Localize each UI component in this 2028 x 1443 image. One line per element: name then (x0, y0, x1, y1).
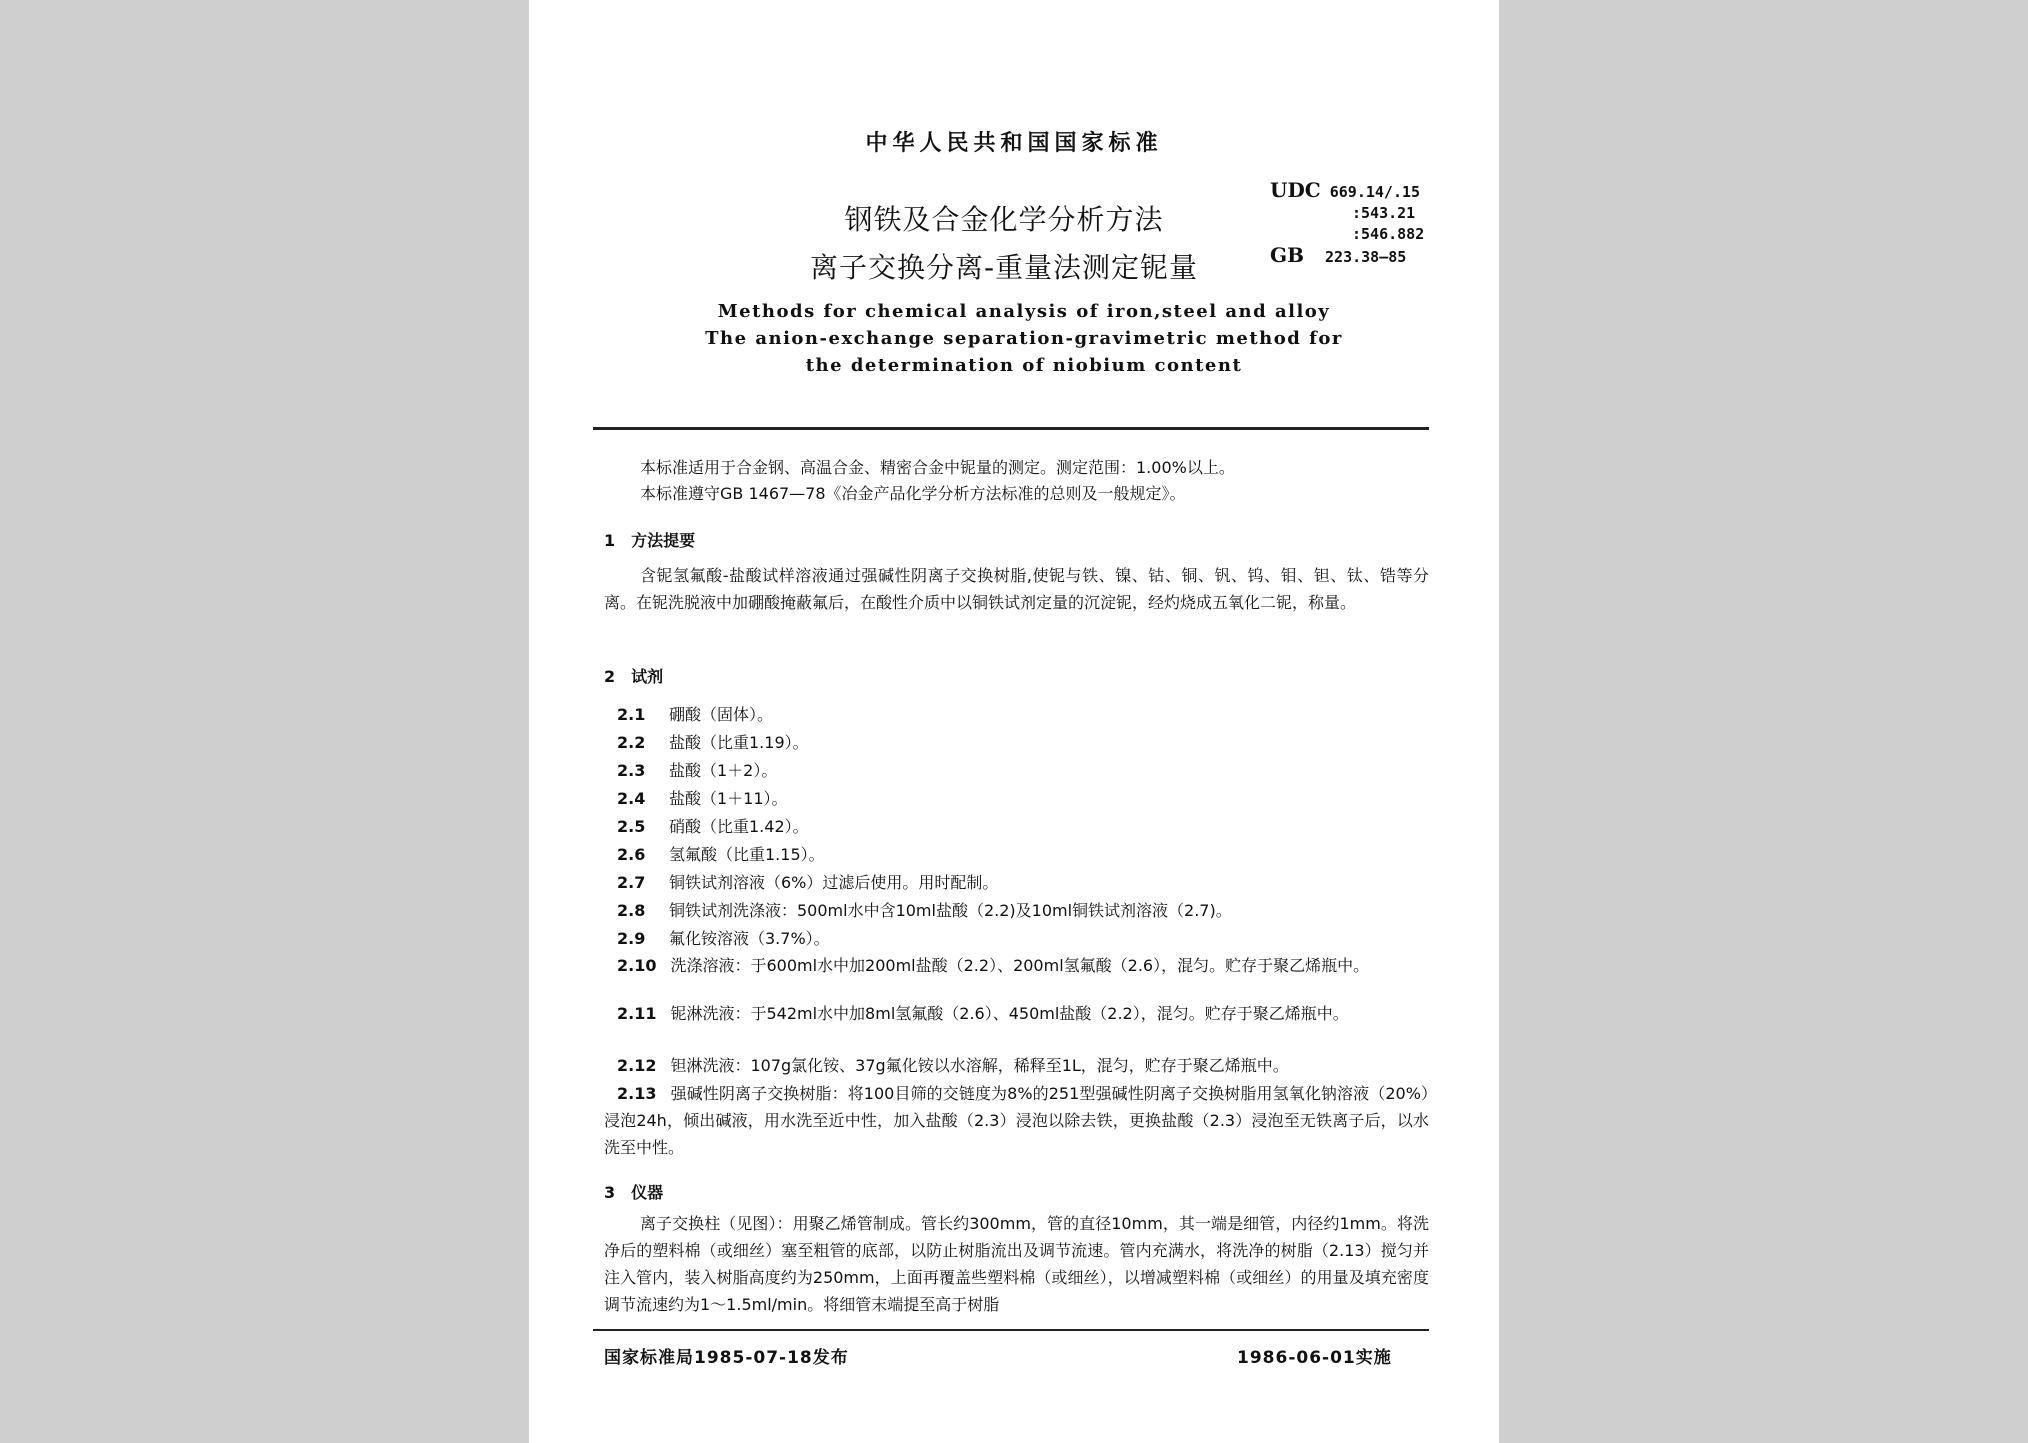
gb-label: GB (1270, 243, 1304, 267)
national-standard-heading: 中华人民共和国国家标准 (865, 131, 1163, 156)
udc-label: UDC (1270, 178, 1321, 202)
reagent-item: 2.9 氟化铵溶液（3.7%）。 (617, 929, 830, 948)
udc-block (1270, 180, 1424, 268)
reagent-item: 2.2 盐酸（比重1.19）。 (617, 733, 809, 752)
title-line-1: 钢铁及合金化学分析方法 (844, 203, 1164, 236)
reagent-item: 2.11 铌淋洗液：于542ml水中加8ml氢氟酸（2.6）、450ml盐酸（2.2），混匀。贮存于聚乙烯瓶中。 (617, 1004, 1349, 1023)
section-1-text: 含铌氢氟酸-盐酸试样溶液通过强碱性阴离子交换树脂,使铌与铁、镍、钴、铜、钒、钨、钼、钽、钛、锆等分离。在铌洗脱液中加硼酸掩蔽氟后，在酸性介质中以铜铁试剂定量的沉淀铌，经灼烧成五氧化二铌，称量。 (604, 566, 1429, 612)
section-1-heading: 1 方法提要 (604, 531, 696, 550)
reagent-item: 2.10 洗涤溶液：于600ml水中加200ml盐酸（2.2）、200ml氢氟酸（2.6），混匀。贮存于聚乙烯瓶中。 (617, 956, 1370, 975)
reagent-item: 2.1 硼酸（固体）。 (617, 705, 774, 724)
english-title-line-3: the determination of niobium content (805, 355, 1243, 376)
section-3-heading: 3 仪器 (604, 1183, 664, 1202)
reagent-item: 2.3 盐酸（1＋2）。 (617, 761, 778, 780)
top-divider (593, 427, 1429, 430)
reagent-item: 2.12 钽淋洗液：107g氯化铵、37g氟化铵以水溶解，稀释至1L，混匀，贮存于聚乙烯瓶中。 (617, 1056, 1289, 1075)
section-3-text: 离子交换柱（见图）：用聚乙烯管制成。管长约300mm，管的直径10mm，其一端是细管，内径约1mm。将洗净后的塑料棉（或细丝）塞至粗管的底部，以防止树脂流出及调节流速。管内充满水，将洗净的树脂（2.13）搅匀并注入管内，装入树脂高度约为250mm，上面再覆盖些塑料棉（或细丝），以增减塑料棉（或细丝）的用量及填充密度调节流速约为1～1.5ml/min。将细管末端提至高于树脂 (604, 1214, 1429, 1314)
reagent-item: 2.4 盐酸（1＋11）。 (617, 789, 788, 808)
intro-paragraph-2: 本标准遵守GB 1467—78《冶金产品化学分析方法标准的总则及一般规定》。 (640, 484, 1186, 503)
issue-date: 国家标准局1985-07-18发布 (604, 1348, 849, 1368)
document-page (529, 0, 1499, 1443)
english-title-line-1: Methods for chemical analysis of iron,steel and alloy (717, 301, 1331, 322)
intro-paragraph-1: 本标准适用于合金钢、高温合金、精密合金中铌量的测定。测定范围：1.00%以上。 (640, 458, 1235, 477)
reagent-item: 2.5 硝酸（比重1.42）。 (617, 817, 809, 836)
reagent-item: 2.6 氢氟酸（比重1.15）。 (617, 845, 825, 864)
reagent-item: 2.8 铜铁试剂洗涤液：500ml水中含10ml盐酸（2.2)及10ml铜铁试剂溶液（2.7)。 (617, 901, 1232, 920)
udc-line-1: 669.14/.15 (1329, 183, 1421, 201)
udc-line-3: :546.882 (1352, 225, 1425, 243)
reagent-item: 2.13 强碱性阴离子交换树脂：将100目筛的交链度为8%的251型强碱性阴离子交换树脂用氢氧化钠溶液（20%）浸泡24h，倾出碱液，用水洗至近中性，加入盐酸（2.3）浸泡以除去铁，更换盐酸（2.3）浸泡至无铁离子后，以水洗至中性。 (604, 1084, 1429, 1157)
effective-date: 1986-06-01实施 (1237, 1348, 1392, 1368)
title-line-2: 离子交换分离-重量法测定铌量 (809, 251, 1199, 284)
footer-divider (593, 1329, 1429, 1331)
udc-line-2: :543.21 (1352, 204, 1416, 222)
english-title-line-2: The anion-exchange separation-gravimetric method for (705, 328, 1343, 349)
gb-number: 223.38—85 (1325, 248, 1407, 266)
section-3-body (604, 1210, 1429, 1318)
section-2-heading: 2 试剂 (604, 667, 664, 686)
section-1-body (604, 562, 1429, 616)
intro (604, 455, 1429, 507)
reagent-item: 2.7 铜铁试剂溶液（6%）过滤后使用。用时配制。 (617, 873, 999, 892)
